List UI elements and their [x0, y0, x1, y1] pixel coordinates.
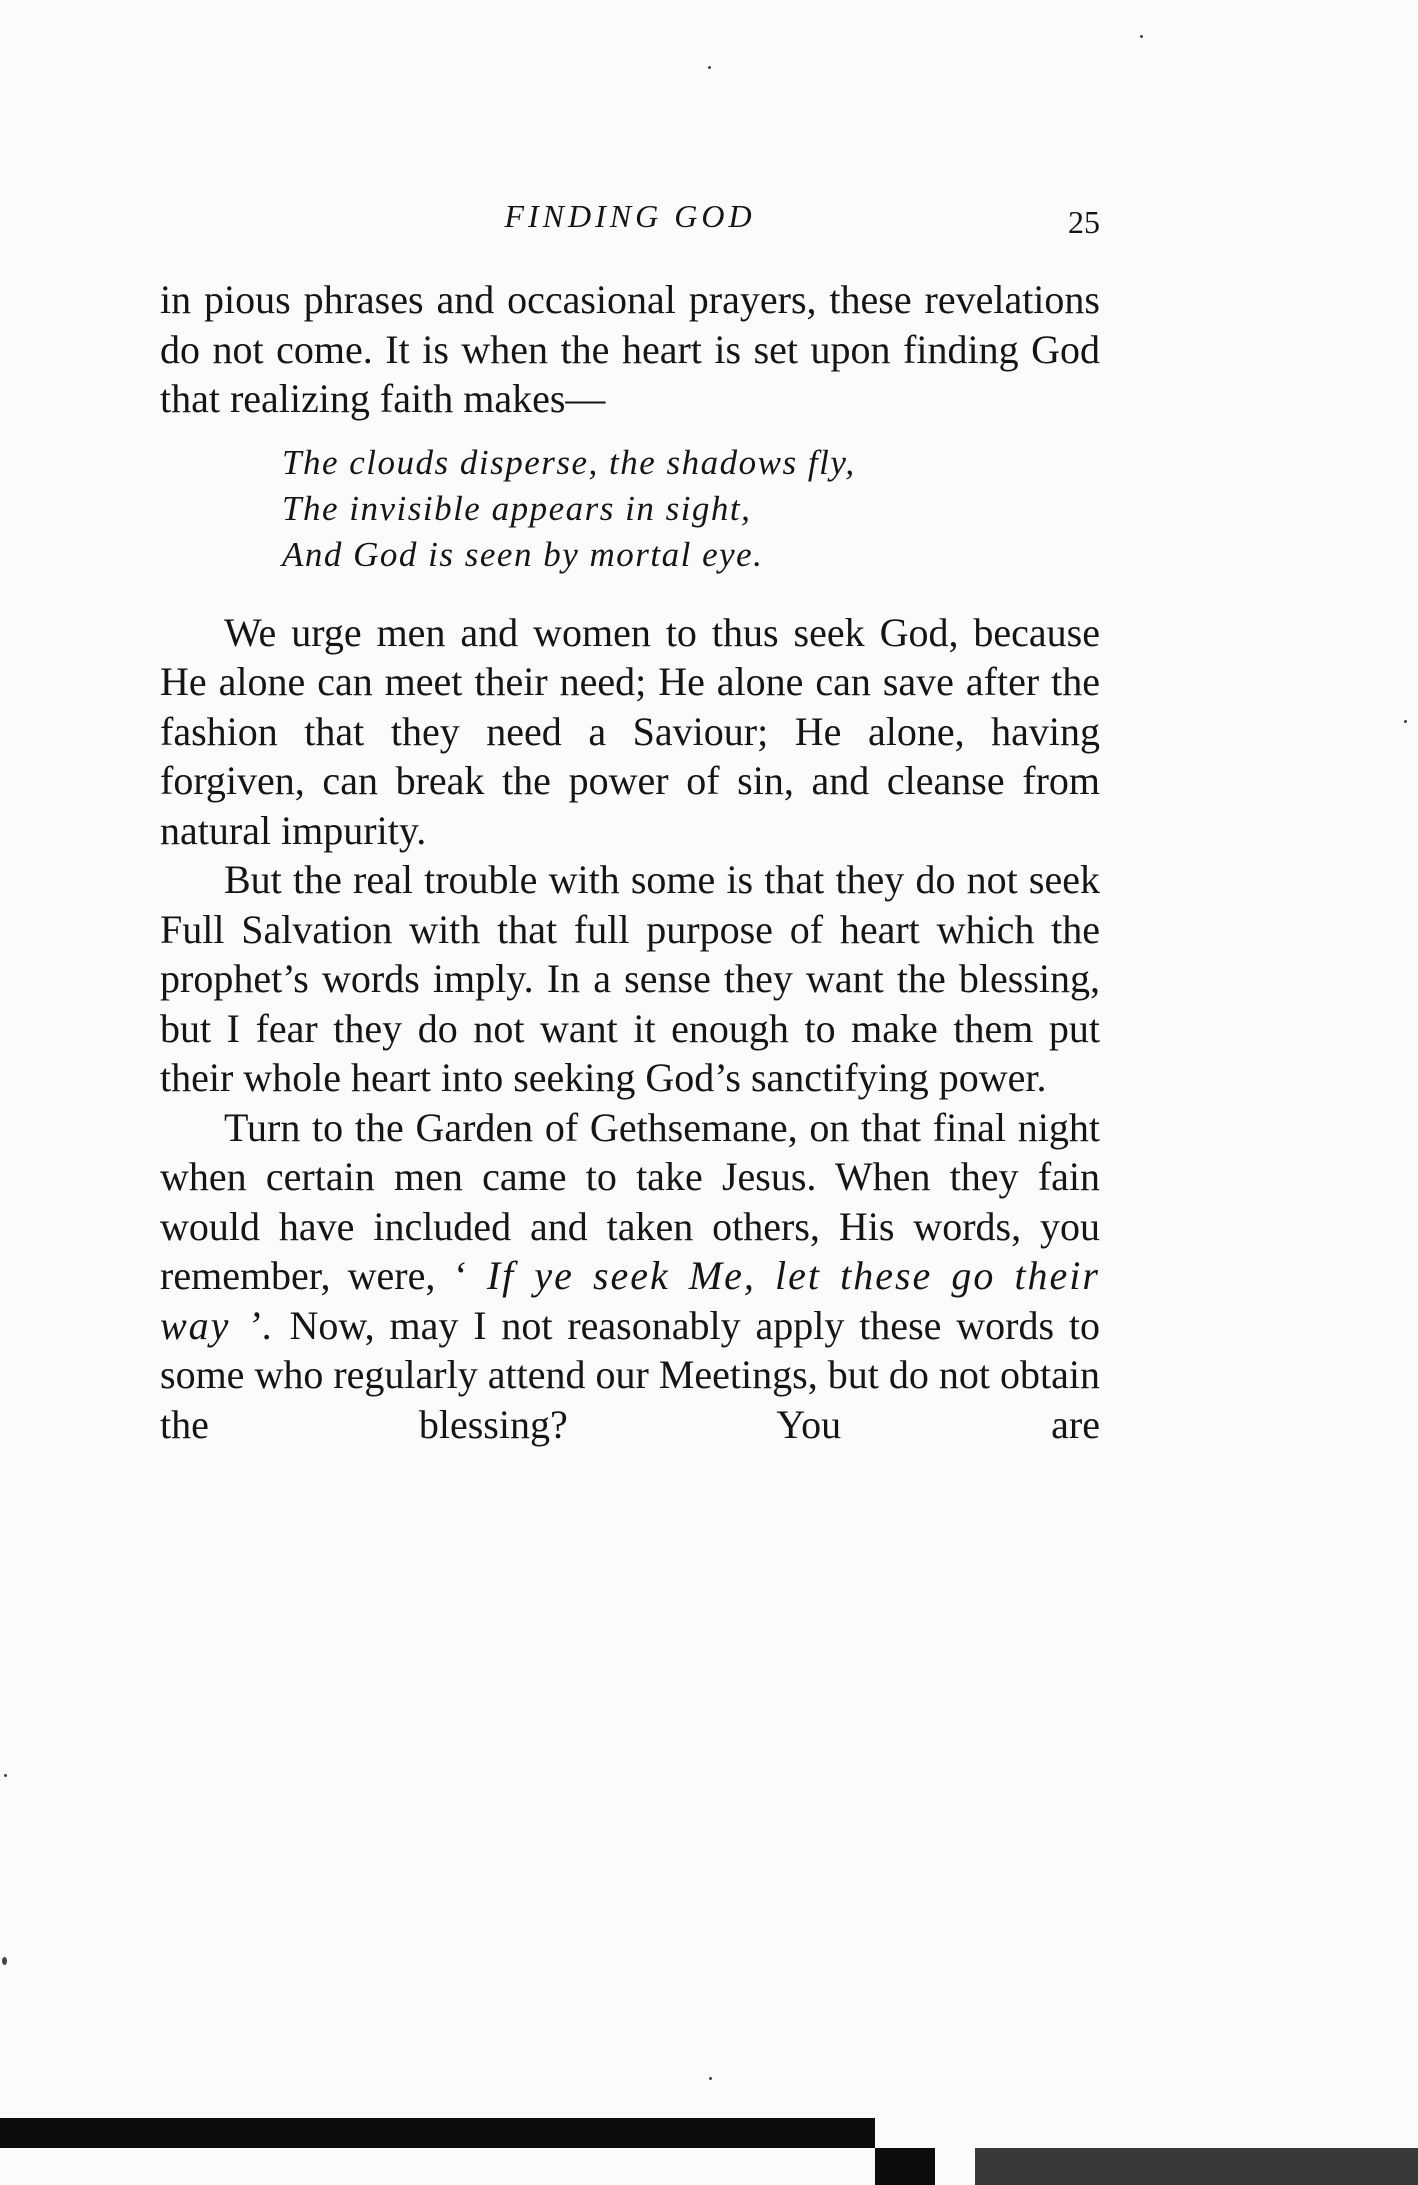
- scan-speck: [1140, 35, 1143, 38]
- scripture-quote: ‘ If ye seek Me, let these go their way ’.: [160, 1253, 1100, 1348]
- paragraph-seek-god: We urge men and women to thus seek God, because He alone can meet their need; He alone can save after the fashion that they need a Saviour; He alone, having forgiven, can break the power of sin, and cleanse from natural impurity.: [160, 609, 1100, 853]
- page-number: 25: [1068, 204, 1100, 240]
- body-text: [160, 275, 1100, 1449]
- verse-line: And God is seen by mortal eye.: [282, 534, 764, 574]
- scan-speck: [708, 66, 711, 69]
- paragraph-text: Now, may I not reasonably apply these words to some who regularly attend our Meetings, but do not obtain the blessing? You are: [160, 1302, 1100, 1447]
- paragraph-continued: in pious phrases and occasional prayers, these revelations do not come. It is when the heart is set upon finding God that realizing faith makes—: [160, 277, 1100, 421]
- scan-edge-bar: [975, 2148, 1418, 2185]
- scan-speck: [4, 1774, 7, 1777]
- scan-edge-bar: [0, 2118, 875, 2148]
- scan-edge-bar: [875, 2148, 935, 2185]
- paragraph-text: Turn to the Garden of Gethsemane, on that final night when certain men came to take Jesus. When they fain would have included and taken others, His words, you remember, were,: [160, 1104, 1100, 1298]
- paragraph-real-trouble: But the real trouble with some is that they do not seek Full Salvation with that full purpose of heart which the prophet’s words imply. In a sense they want the blessing, but I fear they do not want it enough to make them put their whole heart into seeking God’s sanctifying power.: [160, 857, 1100, 1100]
- paragraph-gethsemane: [160, 1103, 1100, 1450]
- running-title: FINDING GOD: [504, 198, 756, 234]
- verse-line: The invisible appears in sight,: [282, 488, 752, 528]
- verse-block: [282, 440, 1100, 578]
- verse-line: The clouds disperse, the shadows fly,: [282, 442, 856, 482]
- scan-speck: [709, 2077, 712, 2080]
- scan-speck: [1404, 720, 1407, 723]
- scan-speck: [2, 1957, 7, 1965]
- page-header: [160, 198, 1100, 248]
